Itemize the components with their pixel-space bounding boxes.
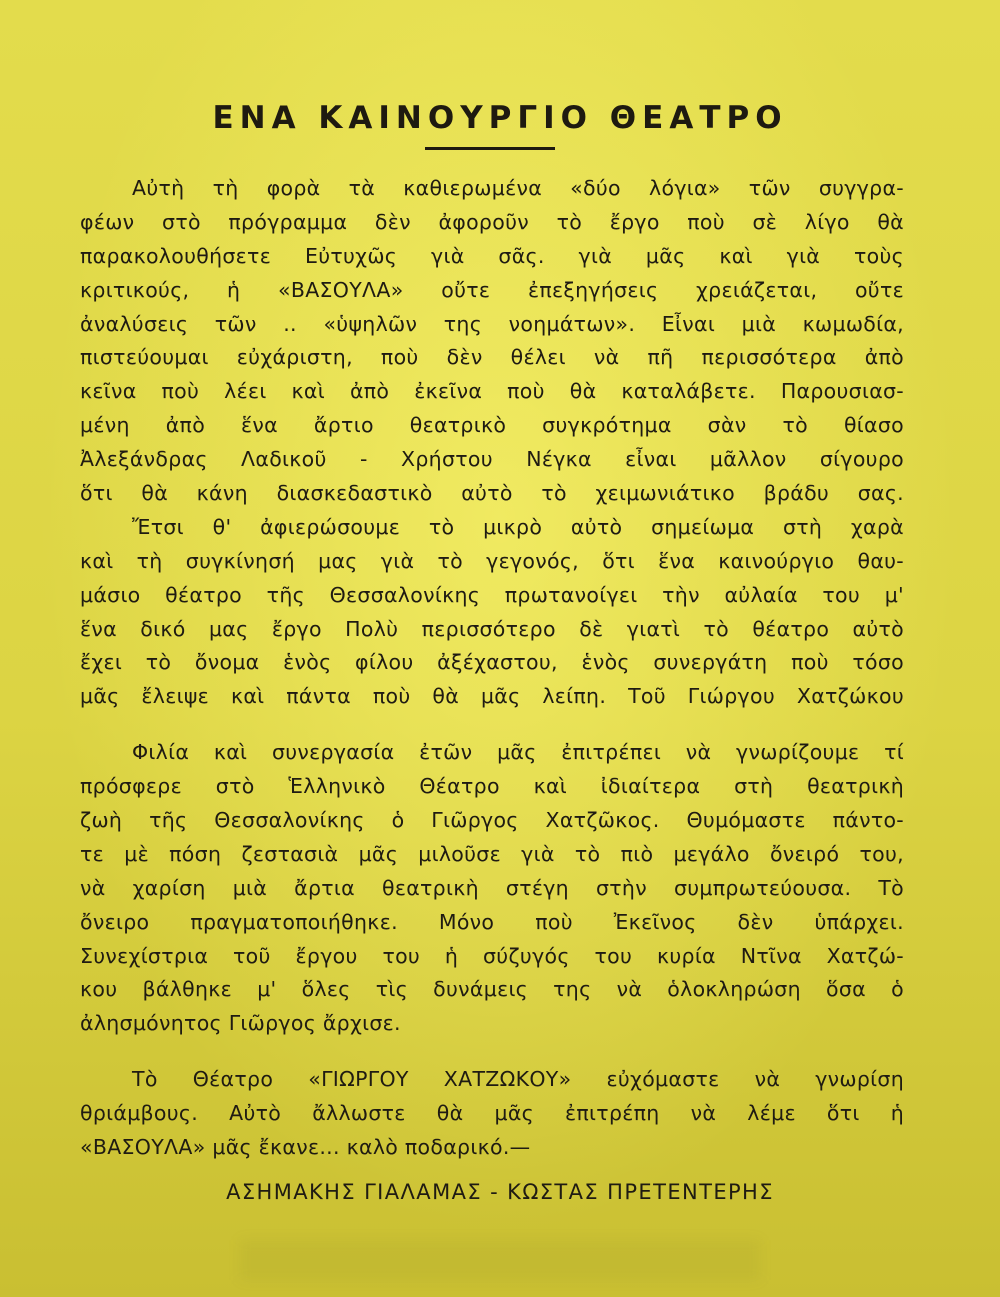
text-line: Φιλία καὶ συνεργασία ἐτῶν μᾶς ἐπιτρέπει νὰ γνωρίζουμε τί [132,740,904,765]
text-line: ὅτι θὰ κάνη διασκεδαστικὸ αὐτὸ τὸ χειμωνιάτικο βράδυ σας. [80,481,904,506]
paragraph-3 [80,736,904,1041]
text-line: ἔχει τὸ ὄνομα ἑνὸς φίλου ἀξέχαστου, ἑνὸς συνεργάτη ποὺ τόσο [80,650,904,675]
text-line: Αὐτὴ τὴ φορὰ τὰ καθιερωμένα «δύο λόγια» τῶν συγγρα- [132,176,904,200]
page-title: ΕΝΑ ΚΑΙΝΟΥΡΓΙΟ ΘΕΑΤΡΟ [212,100,788,136]
paragraph-1 [80,172,904,511]
text-line: κριτικούς, ἡ «ΒΑΣΟΥΛΑ» οὔτε ἐπεξηγήσεις χρειάζεται, οὔτε [80,277,904,302]
text-line: μᾶς ἔλειψε καὶ πάντα ποὺ θὰ μᾶς λείπη. Τοῦ Γιώργου Χατζώκου [80,684,904,709]
text-line: ἕνα δικό μας ἔργο Πολὺ περισσότερο δὲ γιατὶ τὸ θέατρο αὐτὸ [80,616,904,641]
paragraph-2 [80,511,904,714]
text-line: φέων στὸ πρόγραμμα δὲν ἀφοροῦν τὸ ἔργο ποὺ σὲ λίγο θὰ [80,209,904,234]
title-underline [425,147,555,150]
text-line: νὰ χαρίση μιὰ ἄρτια θεατρικὴ στέγη στὴν συμπρωτεύουσα. Τὸ [80,875,904,900]
text-line: Συνεχίστρια τοῦ ἔργου του ἡ σύζυγός του κυρία Ντῖνα Χατζώ- [80,943,904,968]
text-line: κεῖνα ποὺ λέει καὶ ἀπὸ ἐκεῖνα ποὺ θὰ καταλάβετε. Παρουσιασ- [80,379,904,404]
text-line: μάσιο θέατρο τῆς Θεσσαλονίκης πρωτανοίγει τὴν αὐλαία του μ' [80,582,904,607]
text-line: μένη ἀπὸ ἕνα ἄρτιο θεατρικὸ συγκρότημα σὰν τὸ θίασο [80,413,904,438]
text-line: ὄνειρο πραγματοποιήθηκε. Μόνο ποὺ Ἐκεῖνος δὲν ὑπάρχει. [80,909,904,934]
text-line: πρόσφερε στὸ Ἑλληνικὸ Θέατρο καὶ ἰδιαίτερα στὴ θεατρικὴ [80,774,904,799]
text-line: θριάμβους. Αὐτὸ ἄλλωστε θὰ μᾶς ἐπιτρέπη νὰ λέμε ὅτι ἡ [80,1101,904,1126]
text-line: Τὸ Θέατρο «ΓΙΩΡΓΟΥ ΧΑΤΖΩΚΟΥ» εὐχόμαστε νὰ γνωρίση [132,1067,904,1092]
text-line: ἀναλύσεις τῶν .. «ὑψηλῶν της νοημάτων». Εἶναι μιὰ κωμωδία, [80,311,904,336]
text-line: τε μὲ πόση ζεστασιὰ μᾶς μιλοῦσε γιὰ τὸ πιὸ μεγάλο ὄνειρό του, [80,841,904,866]
text-line: Ἔτσι θ' ἀφιερώσουμε τὸ μικρὸ αὐτὸ σημείωμα στὴ χαρὰ [132,514,904,539]
text-line: καὶ τὴ συγκίνησή μας γιὰ τὸ γεγονός, ὅτι ἕνα καινούργιο θαυ- [80,548,904,573]
authors-signature: ΑΣΗΜΑΚΗΣ ΓΙΑΛΑΜΑΣ - ΚΩΣΤΑΣ ΠΡΕΤΕΝΤΕΡΗΣ [226,1180,774,1204]
text-line: Ἀλεξάνδρας Λαδικοῦ - Χρήστου Νέγκα εἶναι μᾶλλον σίγουρο [80,447,904,472]
paragraph-4 [80,1063,904,1165]
text-line: «ΒΑΣΟΥΛΑ» μᾶς ἔκανε... καλὸ ποδαρικό.— [80,1135,531,1160]
text-line: πιστεύουμαι εὐχάριστη, ποὺ δὲν θέλει νὰ πῆ περισσότερα ἀπὸ [80,345,904,370]
text-line: ἀλησμόνητος Γιῶργος ἄρχισε. [80,1011,401,1036]
article-body [80,172,904,1165]
text-line: ζωὴ τῆς Θεσσαλονίκης ὁ Γιῶργος Χατζῶκος. Θυμόμαστε πάντο- [80,808,904,833]
text-line: παρακολουθήσετε Εὐτυχῶς γιὰ σᾶς. γιὰ μᾶς καὶ γιὰ τοὺς [80,243,904,268]
text-line: κου βάλθηκε μ' ὅλες τὶς δυνάμεις της νὰ ὁλοκληρώση ὅσα ὁ [80,977,904,1002]
show-through-shadow [240,1240,760,1280]
